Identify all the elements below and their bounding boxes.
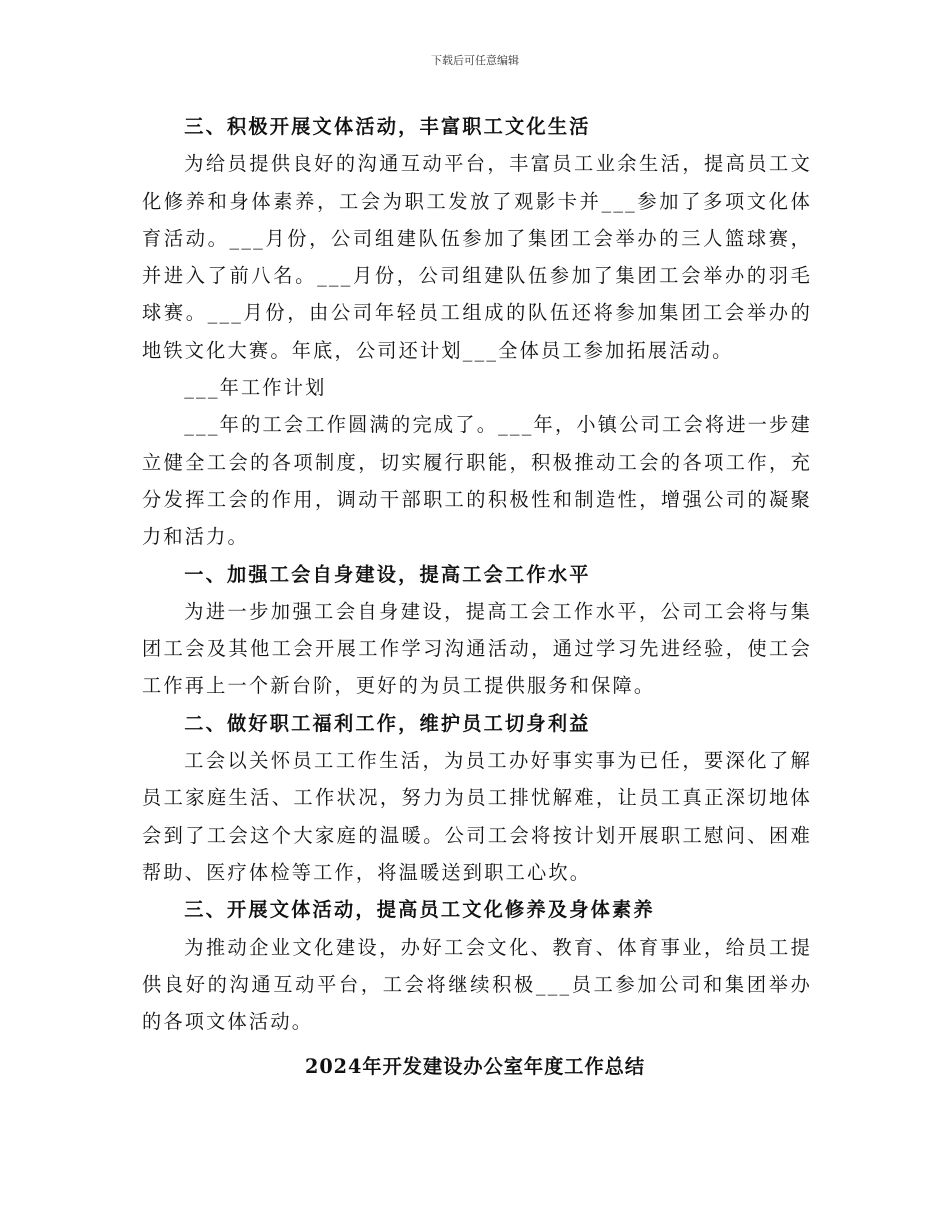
page-header-note: 下载后可任意编辑 <box>431 54 519 67</box>
paragraph-welfare: 工会以关怀员工工作生活，为员工办好事实事为已任，要深化了解员工家庭生活、工作状况，努力为员工排忧解难，让员工真正深切地体会到了工会这个大家庭的温暖。公司工会将按计划开展职工慰问、困难帮助、医疗体检等工作，将温暖送到职工心坎。 <box>142 749 812 884</box>
paragraph-plan-intro: ___年的工会工作圆满的完成了。___年，小镇公司工会将进一步建立健全工会的各项制度，切实履行职能，积极推动工会的各项工作，充分发挥工会的作用，调动干部职工的积极性和制造性，增强公司的凝聚力和活力。 <box>142 413 812 549</box>
paragraph-self-construction: 为进一步加强工会自身建设，提高工会工作水平，公司工会将与集团工会及其他工会开展工作学习沟通活动，通过学习先进经验，使工会工作再上一个新台阶，更好的为员工提供服务和保障。 <box>142 599 812 698</box>
section-heading-welfare: 二、做好职工福利工作，维护员工切身利益 <box>184 711 591 735</box>
paragraph-sports-culture: 为推动企业文化建设，办好工会文化、教育、体育事业，给员工提供良好的沟通互动平台，工会将继续积极___员工参加公司和集团举办的各项文体活动。 <box>142 935 812 1034</box>
section-heading-self-construction: 一、加强工会自身建设，提高工会工作水平 <box>184 562 591 586</box>
work-plan-title: ___年工作计划 <box>184 376 327 400</box>
paragraph-culture-activities: 为给员提供良好的沟通互动平台，丰富员工业余生活，提高员工文化修养和身体素养，工会为职工发放了观影卡并___参加了多项文化体育活动。___月份，公司组建队伍参加了集团工会举办的三人篮球赛，并进入了前八名。___月份，公司组建队伍参加了集团工会举办的羽毛球赛。___月份，由公司年轻员工组成的队伍还将参加集团工会举办的地铁文化大赛。年底，公司还计划___全体员工参加拓展活动。 <box>142 152 812 362</box>
section-heading-culture-activities: 三、积极开展文体活动，丰富职工文化生活 <box>184 115 591 138</box>
next-document-title: 2024年开发建设办公室年度工作总结 <box>304 1055 646 1078</box>
document-body <box>142 108 812 1040</box>
section-heading-sports-culture: 三、开展文体活动，提高员工文化修养及身体素养 <box>184 898 655 922</box>
